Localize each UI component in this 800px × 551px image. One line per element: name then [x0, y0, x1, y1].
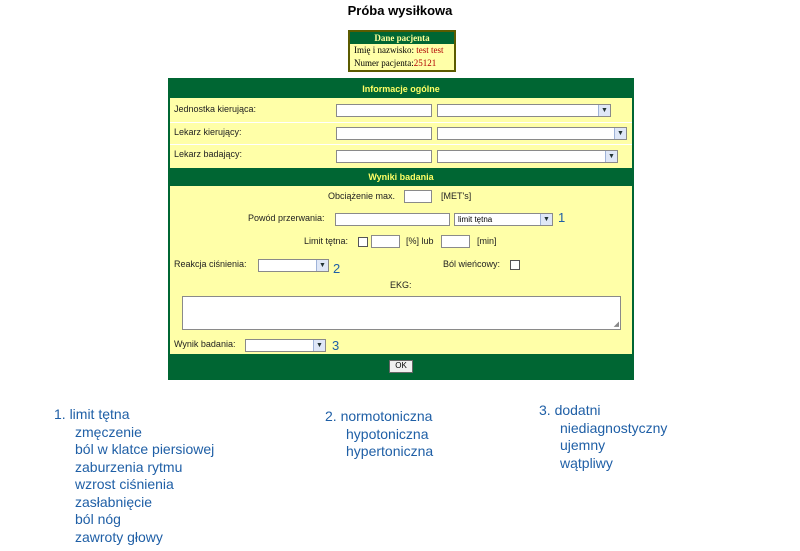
load-max-input[interactable] — [404, 190, 432, 203]
chest-pain-label: Ból wieńcowy: — [443, 259, 501, 269]
load-max-label: Obciążenie max. — [328, 191, 396, 201]
stop-reason-selected: limit tętna — [458, 215, 493, 224]
bp-reaction-label: Reakcja ciśnienia: — [174, 259, 247, 269]
row-divider — [170, 144, 632, 145]
referring-unit-label: Jednostka kierująca: — [174, 104, 257, 114]
legend-list-1 — [54, 406, 214, 546]
hr-min-unit: [min] — [477, 236, 497, 246]
examining-doctor-label: Lekarz badający: — [174, 149, 243, 159]
stop-reason-select[interactable] — [454, 213, 553, 226]
annotation-1: 1 — [558, 210, 566, 225]
row-divider — [170, 122, 632, 123]
patient-number-label: Numer pacjenta: — [354, 58, 414, 68]
hr-limit-label: Limit tętna: — [304, 236, 349, 246]
legend-list-3 — [539, 402, 667, 472]
ekg-textarea[interactable] — [182, 296, 621, 330]
results-header: Wyniki badania — [170, 168, 632, 186]
page-title: Próba wysiłkowa — [347, 3, 453, 18]
hr-limit-checkbox[interactable] — [358, 237, 368, 247]
legend-item: hypertoniczna — [346, 443, 434, 459]
hr-percent-input[interactable] — [371, 235, 400, 248]
ekg-label: EKG: — [390, 280, 412, 290]
chevron-down-icon: ▼ — [614, 128, 626, 139]
legend-item: 2. normotoniczna — [325, 408, 433, 424]
hr-min-input[interactable] — [441, 235, 470, 248]
examining-doctor-select[interactable] — [437, 150, 618, 163]
load-max-unit: [MET's] — [441, 191, 472, 201]
patient-number-row — [350, 57, 454, 70]
patient-name-row — [350, 44, 454, 57]
referring-unit-select[interactable] — [437, 104, 611, 117]
legend-item: niediagnostyczny — [560, 419, 668, 436]
ok-button[interactable]: OK — [389, 360, 413, 373]
patient-info-box — [348, 30, 456, 72]
legend-item: zmęczenie — [75, 423, 142, 440]
chevron-down-icon: ▼ — [316, 260, 328, 271]
referring-doctor-label: Lekarz kierujący: — [174, 127, 242, 137]
chevron-down-icon: ▼ — [598, 105, 610, 116]
resize-grip-icon[interactable]: ◢ — [613, 321, 619, 328]
bp-reaction-select[interactable] — [258, 259, 329, 272]
legend-item: 1. limit tętna — [54, 406, 130, 422]
referring-doctor-input[interactable] — [336, 127, 432, 140]
chevron-down-icon: ▼ — [540, 214, 552, 225]
legend-item: ból w klatce piersiowej — [75, 441, 215, 457]
exam-form — [168, 78, 634, 380]
legend-list-2 — [325, 408, 433, 461]
result-select[interactable] — [245, 339, 326, 352]
legend-item: ból nóg — [75, 511, 121, 527]
patient-name-label: Imię i nazwisko: — [354, 45, 414, 55]
legend-item: ujemny — [560, 437, 606, 453]
legend-item: hypotoniczna — [346, 425, 429, 442]
result-label: Wynik badania: — [174, 339, 236, 349]
legend-item: 3. dodatni — [539, 402, 601, 418]
chest-pain-checkbox[interactable] — [510, 260, 520, 270]
examining-doctor-input[interactable] — [336, 150, 432, 163]
hr-percent-unit: [%] lub — [406, 236, 434, 246]
stop-reason-input[interactable] — [335, 213, 450, 226]
form-footer — [170, 354, 632, 378]
general-info-header: Informacje ogólne — [170, 80, 632, 98]
legend-item: zasłabnięcie — [75, 493, 153, 510]
legend-item: wzrost ciśnienia — [75, 476, 174, 492]
patient-info-header: Dane pacjenta — [350, 32, 454, 44]
referring-doctor-select[interactable] — [437, 127, 627, 140]
legend-item: zaburzenia rytmu — [75, 458, 183, 475]
chevron-down-icon: ▼ — [605, 151, 617, 162]
legend-item: wątpliwy — [560, 454, 613, 471]
referring-unit-input[interactable] — [336, 104, 432, 117]
stop-reason-label: Powód przerwania: — [248, 213, 325, 223]
patient-number-value: 25121 — [413, 58, 437, 68]
chevron-down-icon: ▼ — [313, 340, 325, 351]
legend-item: zawroty głowy — [75, 528, 163, 545]
annotation-3: 3 — [332, 338, 340, 353]
annotation-2: 2 — [333, 261, 341, 276]
patient-name-value: test test — [416, 45, 444, 55]
